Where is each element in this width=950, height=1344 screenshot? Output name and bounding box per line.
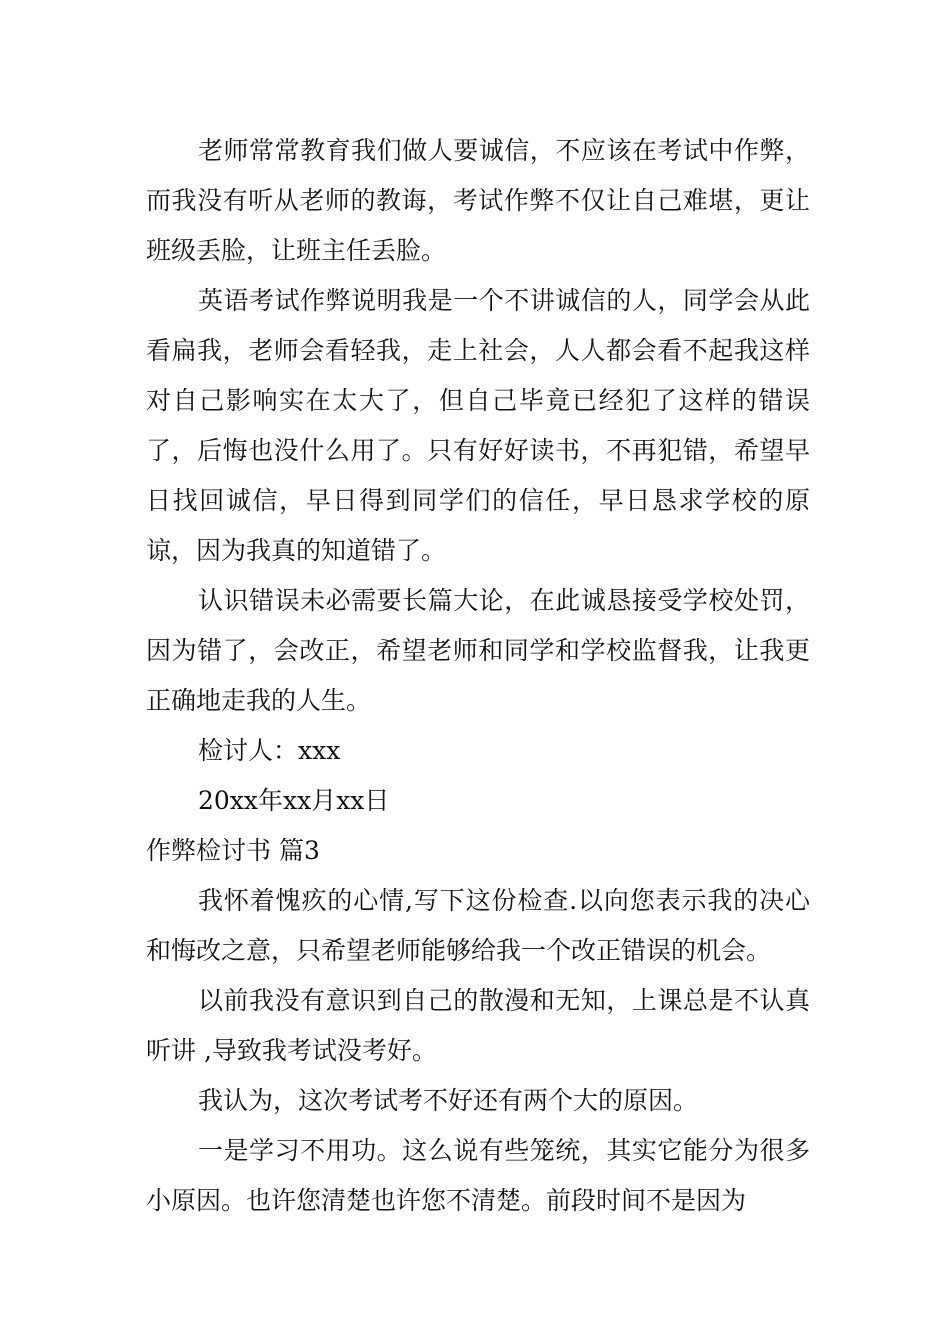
paragraph-integrity: 老师常常教育我们做人要诚信，不应该在考试中作弊，而我没有听从老师的教诲，考试作弊不仅让自己难堪，更让班级丢脸，让班主任丢脸。 bbox=[146, 136, 810, 265]
paragraph-not-studying: 一是学习不用功。这么说有些笼统，其实它能分为很多小原因。也许您清楚也许您不清楚。前段时间不是因为 bbox=[146, 1136, 810, 1215]
paragraph-carelessness: 以前我没有意识到自己的散漫和无知，上课总是不认真听讲 ,导致我考试没考好。 bbox=[146, 986, 810, 1065]
document-page bbox=[146, 126, 810, 1226]
section-title: 作弊检讨书 篇3 bbox=[146, 836, 320, 865]
paragraph-guilty-feelings: 我怀着愧疚的心情,写下这份检查.以向您表示我的决心和悔改之意，只希望老师能够给我一个改正错误的机会。 bbox=[146, 886, 810, 965]
paragraph-two-reasons: 我认为，这次考试考不好还有两个大的原因。 bbox=[198, 1086, 699, 1115]
paragraph-accept-punishment: 认识错误未必需要长篇大论，在此诚恳接受学校处罚，因为错了，会改正，希望老师和同学和学校监督我，让我更正确地走我的人生。 bbox=[146, 586, 810, 715]
signer-line: 检讨人：xxx bbox=[198, 736, 341, 765]
date-line: 20xx年xx月xx日 bbox=[198, 786, 390, 815]
paragraph-english-exam: 英语考试作弊说明我是一个不讲诚信的人，同学会从此看扁我，老师会看轻我，走上社会，人人都会看不起我这样对自己影响实在太大了，但自己毕竟已经犯了这样的错误了，后悔也没什么用了。只有好好读书，不再犯错，希望早日找回诚信，早日得到同学们的信任，早日恳求学校的原谅，因为我真的知道错了。 bbox=[146, 286, 810, 565]
